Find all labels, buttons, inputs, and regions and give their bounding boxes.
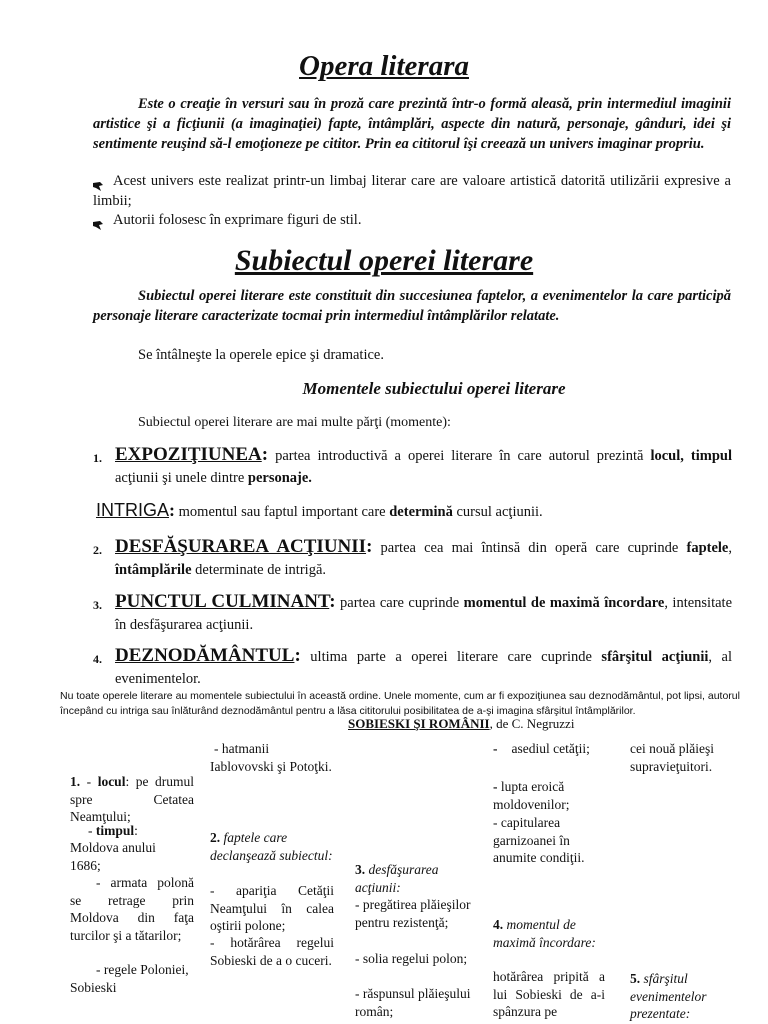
moment-number: 2. [93, 543, 102, 557]
table-title: SOBIESKI ŞI ROMÂNII, de C. Negruzzi [348, 716, 575, 731]
table-col-fapte: 2. faptele care declanşează subiectul: [210, 830, 333, 863]
table-col4-item: - lupta eroică moldovenilor; [493, 779, 570, 812]
table-col-momentul: 4. momentul de maximă încordare: [493, 917, 596, 950]
table-col4-item: hotărârea pripită a lui Sobieski de a-i spânzura pe [493, 969, 605, 1019]
table-timpul-value: Moldova anului 1686; [70, 840, 156, 873]
table-col4-item: - asediul cetăţii; [493, 741, 590, 756]
table-col1-item: - armata polonă se retrage prin Moldova din faţa turcilor şi a tătarilor; [70, 875, 194, 943]
subiect-note: Se întâlneşte la operele epice şi dramatice. [138, 347, 384, 363]
momente-title: Momentele subiectului operei literare [302, 379, 566, 398]
moment-intriga: INTRIGA: momentul sau faptul important care determină cursul acţiunii. [96, 500, 543, 520]
table-col3-item: - pregătirea plăieşilor pentru rezistenţă; [355, 897, 471, 930]
bullet-icon [93, 177, 103, 186]
table-col2-item: - hotărârea regelui Sobieski de a o cuceri. [210, 935, 334, 968]
moment-number: 4. [93, 652, 102, 666]
moment-deznodamantul: DEZNODĂMÂNTUL: ultima parte a operei literare care cuprinde sfârşitul acţiunii, al evenimentelor. [115, 645, 732, 687]
moment-punctul-culminant: PUNCTUL CULMINANT: partea care cuprinde momentul de maximă încordare, intensitate în desfăşurarea acţiunii. [115, 591, 733, 633]
bullet-item: Acest univers este realizat printr-un limbaj literar care are valoare artistică datorită utilizării expresive a limbii; [93, 173, 731, 209]
moment-number: 3. [93, 598, 102, 612]
table-col3-item: - solia regelui polon; [355, 951, 468, 966]
bullet-item: Autorii folosesc în exprimare figuri de stil. [93, 210, 731, 230]
table-col-locul-timpul: 1. - locul: pe drumul spre Cetatea Neamţului; [70, 774, 194, 824]
footnote-paragraph: Nu toate operele literare au momentele subiectului în această ordine. Unele momente, cum ar fi expoziţiunea sau deznodământul, pot lipsi, autorul începând cu intriga sau înlăturând deznodământul pentru a lăsa cititorului posibilitatea de a-şi imagina sfârşitul întâmplărilor. [60, 690, 740, 717]
table-col-desfasurarea: 3. desfăşurarea acţiunii: [355, 862, 439, 895]
table-timpul-label: - timpul: [88, 823, 138, 838]
table-col1-item: - regele Poloniei, Sobieski [70, 962, 189, 995]
table-col2-item: - apariţia Cetăţii Neamţului în calea oştirii polone; [210, 883, 334, 933]
intro-paragraph: Este o creaţie în versuri sau în proză care prezintă într-o formă aleasă, prin intermediul imaginii artistice şi a ficţiunii (a imaginaţiei) fapte, întâmplări, aspecte din natură, personaje, gânduri, idei şi sentimente reuşind să-l emoţioneze pe cititor. Prin ea cititorul îşi creează un univers imaginar propriu. [93, 96, 731, 152]
momente-intro: Subiectul operei literare are mai multe părţi (momente): [138, 415, 451, 430]
table-col-sfarsitul: 5. sfârşitul evenimentelor prezentate: [630, 971, 707, 1021]
table-col3-item: - răspunsul plăieşului român; [355, 986, 471, 1019]
moment-number: 1. [93, 451, 102, 465]
table-col4-item: - capitularea garnizoanei în anumite condiţii. [493, 815, 585, 865]
page-title: Opera literara [299, 50, 469, 82]
subiect-definition: Subiectul operei literare este constituit din succesiunea faptelor, a evenimentelor la care participă personaje literare caracterizate tocmai prin intermediul întâmplărilor relatate. [93, 288, 731, 324]
table-col2-top: - hatmanii Iablovovski şi Potoţki. [210, 741, 332, 774]
table-col5-top: cei nouă plăieşi supravieţuitori. [630, 741, 714, 774]
moment-expozitiunea: EXPOZIŢIUNEA: partea introductivă a operei literare în care autorul prezintă locul, timpul acţiunii şi unele dintre personaje. [115, 444, 733, 486]
bullet-icon [93, 216, 103, 225]
moment-desfasurarea: DESFĂŞURAREA ACŢIUNII: partea cea mai întinsă din operă care cuprinde faptele, întâmplările determinate de intrigă. [115, 536, 732, 578]
section-title: Subiectul operei literare [234, 244, 534, 277]
